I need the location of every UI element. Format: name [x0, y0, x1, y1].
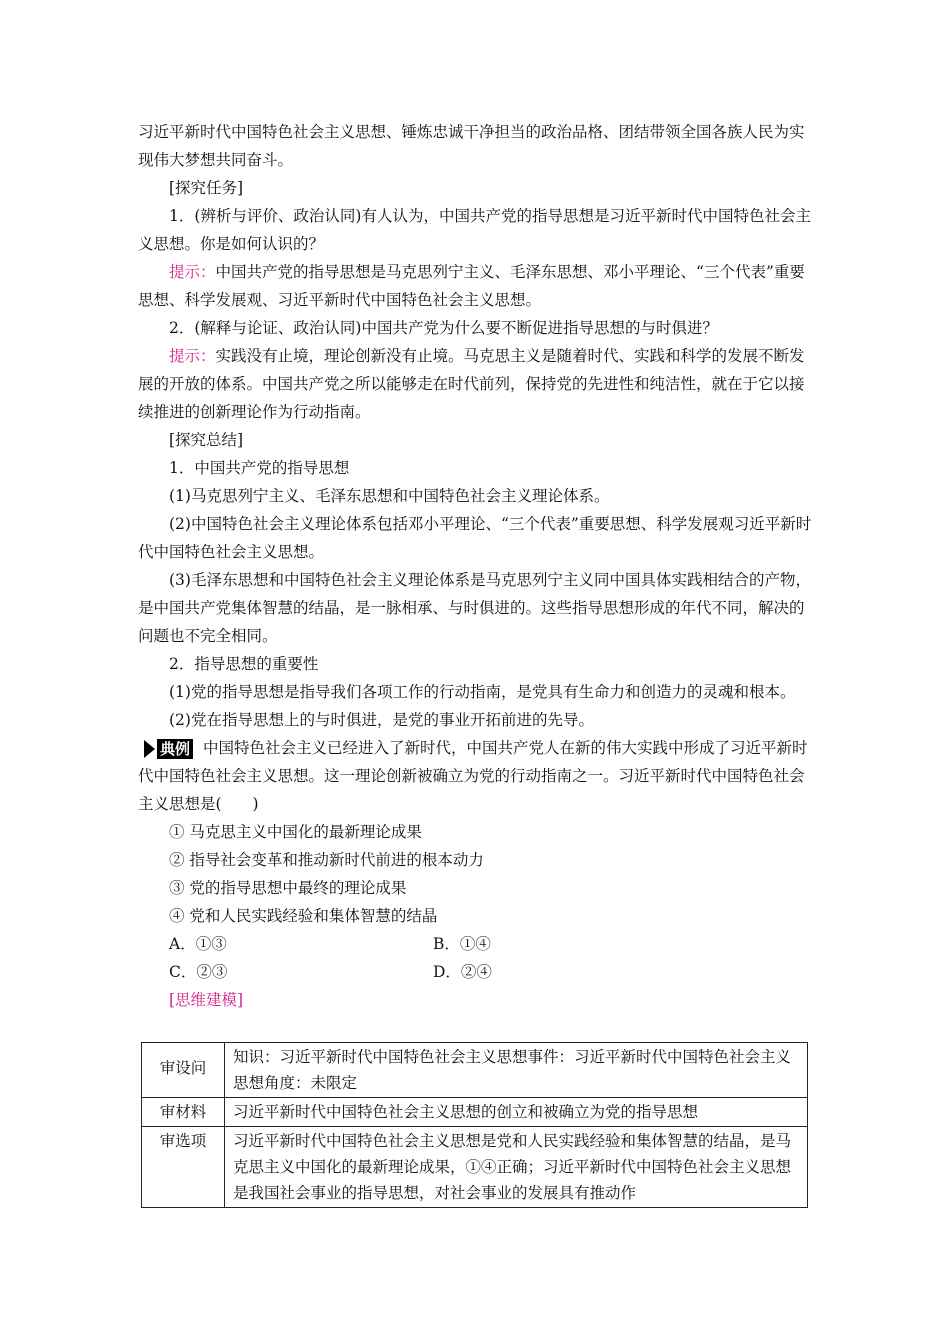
example-stem-text: 中国特色社会主义已经进入了新时代，中国共产党人在新的伟大实践中形成了习近平新时代中国特色社会主义思想。这一理论创新被确立为党的行动指南之一。习近平新时代中国特色社会主义思想是( ): [138, 739, 808, 813]
row-head: 审材料: [142, 1098, 225, 1127]
summary-point-5: (2)党在指导思想上的与时俱进，是党的事业开拓前进的先导。: [169, 711, 594, 729]
summary-point-4: (1)党的指导思想是指导我们各项工作的行动指南，是党具有生命力和创造力的灵魂和根本。: [169, 683, 796, 701]
choice-b: B．①④: [433, 935, 491, 953]
summary-point-2: (2)中国特色社会主义理论体系包括邓小平理论、“三个代表”重要思想、科学发展观习近平新时代中国特色社会主义思想。: [138, 515, 812, 561]
table-row: [142, 1043, 808, 1098]
explore-summary-label: [探究总结]: [169, 431, 244, 449]
row-head: 审设问: [142, 1043, 225, 1098]
answer-1: [138, 258, 814, 314]
summary-heading-1: 1．中国共产党的指导思想: [169, 459, 350, 477]
answer-2: [138, 342, 814, 426]
answer-choices: [138, 930, 814, 986]
summary-point-1: (1)马克思列宁主义、毛泽东思想和中国特色社会主义理论体系。: [169, 487, 610, 505]
triangle-icon: [144, 740, 155, 758]
summary-point-3: (3)毛泽东思想和中国特色社会主义理论体系是马克思列宁主义同中国具体实践相结合的产物，是中国共产党集体智慧的结晶，是一脉相承、与时俱进的。这些指导思想形成的年代不同，解决的问题也不完全相同。: [138, 571, 811, 645]
example-tag: 典例: [144, 738, 193, 760]
thinking-model-label: [思维建模]: [169, 991, 244, 1009]
table-row: [142, 1098, 808, 1127]
choice-d: D．②④: [433, 963, 492, 981]
answer-1-text: 中国共产党的指导思想是马克思列宁主义、毛泽东思想、邓小平理论、“三个代表”重要思想、科学发展观、习近平新时代中国特色社会主义思想。: [138, 263, 805, 309]
row-body: 知识：习近平新时代中国特色社会主义思想事件：习近平新时代中国特色社会主义思想角度：未限定: [225, 1043, 808, 1098]
row-body: 习近平新时代中国特色社会主义思想的创立和被确立为党的指导思想: [225, 1098, 808, 1127]
intro-paragraph: 习近平新时代中国特色社会主义思想、锤炼忠诚干净担当的政治品格、团结带领全国各族人民为实现伟大梦想共同奋斗。: [138, 123, 805, 169]
thinking-model-table: [141, 1042, 808, 1208]
row-body: 习近平新时代中国特色社会主义思想是党和人民实践经验和集体智慧的结晶，是马克思主义中国化的最新理论成果，①④正确；习近平新时代中国特色社会主义思想是我国社会事业的指导思想，对社会事业的发展具有推动作: [225, 1127, 808, 1208]
question-2: 2．(解释与论证、政治认同)中国共产党为什么要不断促进指导思想的与时俱进？: [169, 319, 718, 337]
option-3: ③ 党的指导思想中最终的理论成果: [169, 879, 407, 897]
option-2: ② 指导社会变革和推动新时代前进的根本动力: [169, 851, 484, 869]
choice-a: A．①③: [169, 935, 227, 953]
row-head: 审选项: [142, 1127, 225, 1208]
option-4: ④ 党和人民实践经验和集体智慧的结晶: [169, 907, 438, 925]
explore-task-label: [探究任务]: [169, 179, 244, 197]
option-1: ① 马克思主义中国化的最新理论成果: [169, 823, 422, 841]
summary-heading-2: 2．指导思想的重要性: [169, 655, 319, 673]
table-row: [142, 1127, 808, 1208]
question-1: 1．(辨析与评价、政治认同)有人认为，中国共产党的指导思想是习近平新时代中国特色社会主义思想。你是如何认识的？: [138, 207, 811, 253]
choice-c: C．②③: [169, 963, 228, 981]
example-stem: [138, 734, 814, 818]
hint-label: 提示：: [169, 263, 216, 281]
document-body: [138, 118, 814, 1014]
answer-2-text: 实践没有止境，理论创新没有止境。马克思主义是随着时代、实践和科学的发展不断发展的开放的体系。中国共产党之所以能够走在时代前列，保持党的先进性和纯洁性，就在于它以接续推进的创新理论作为行动指南。: [138, 347, 805, 421]
hint-label: 提示：: [169, 347, 216, 365]
